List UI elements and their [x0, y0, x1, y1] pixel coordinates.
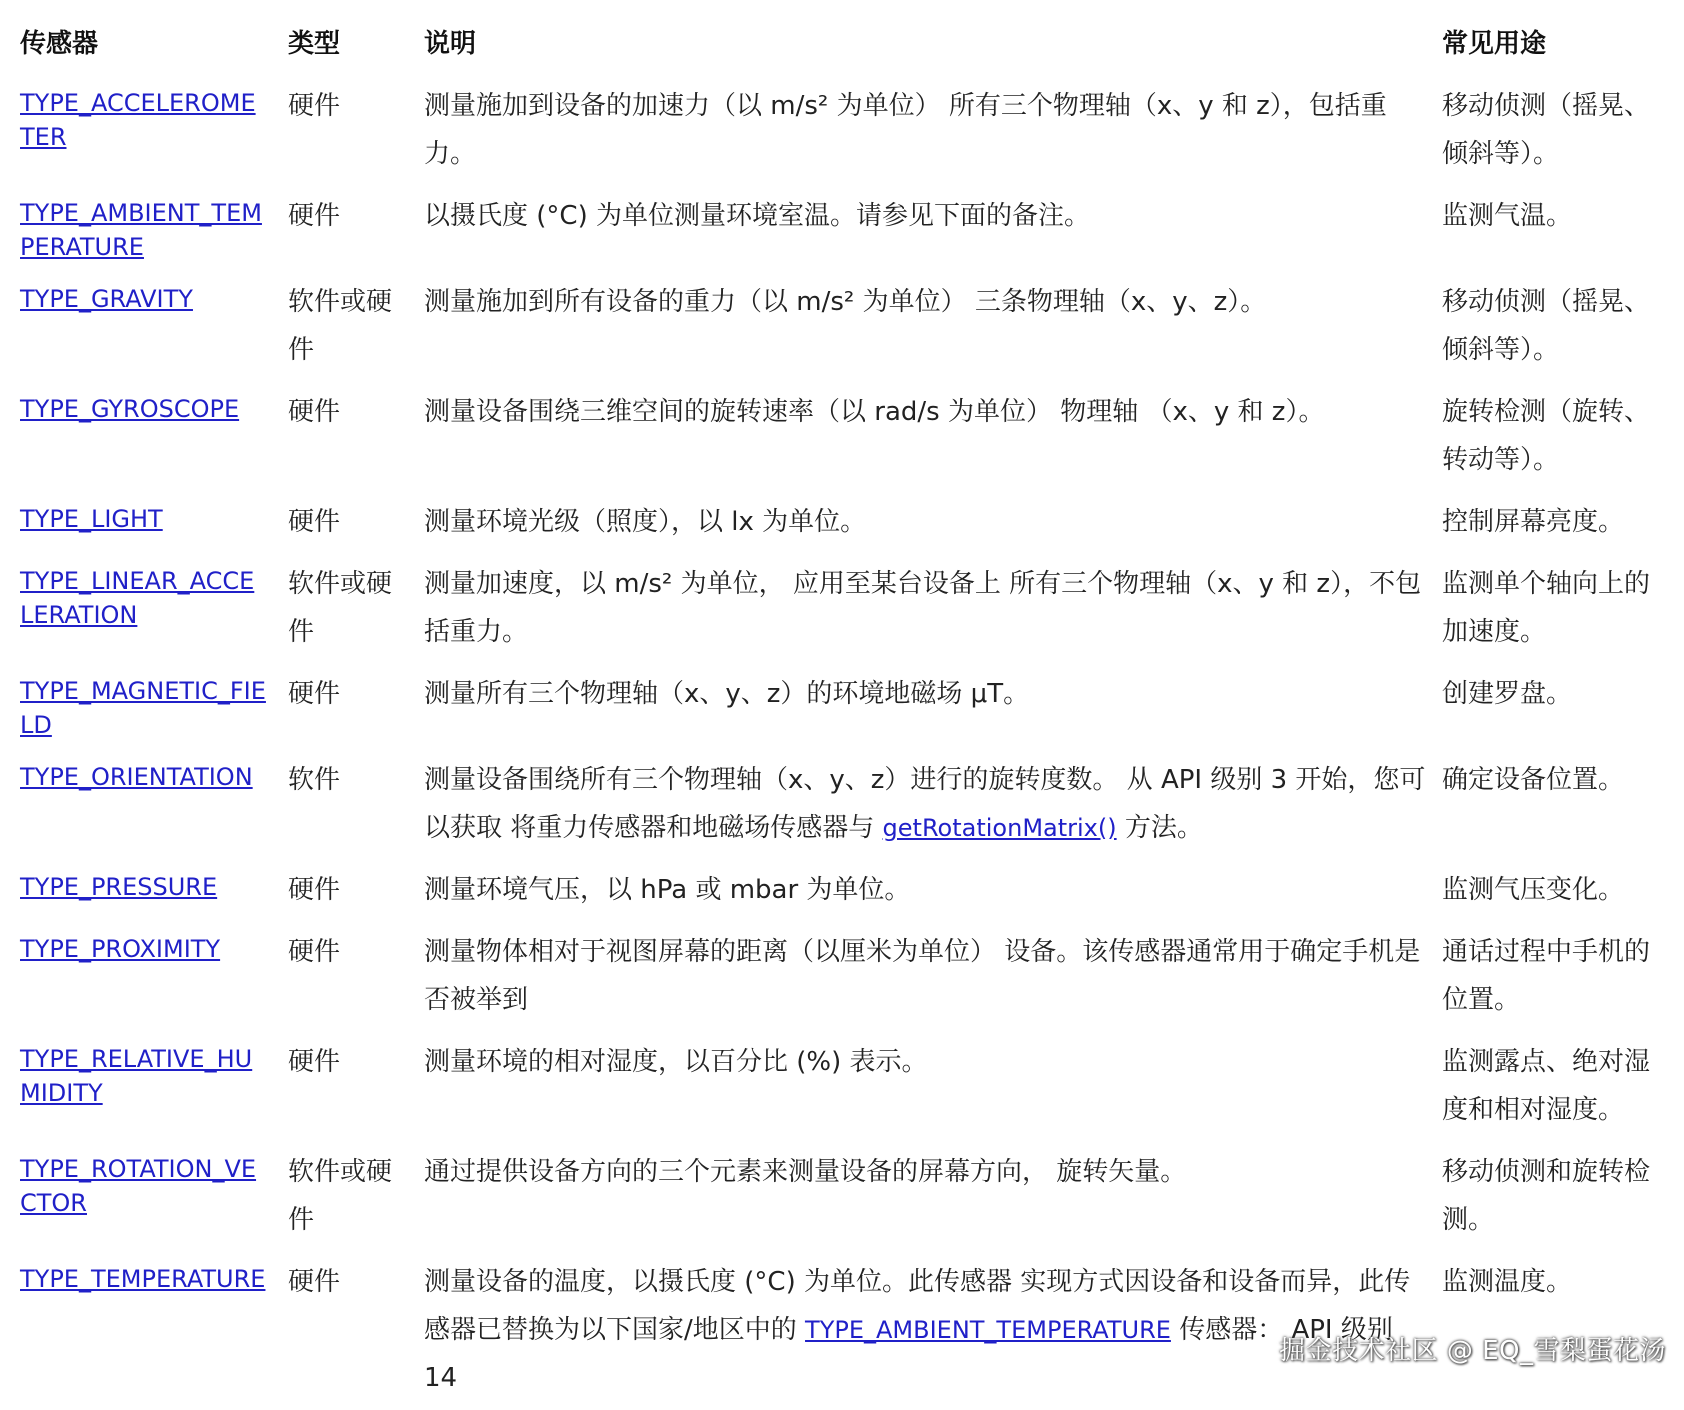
- sensor-link-magnetic-field[interactable]: TYPE_MAGNETIC_FIELD: [20, 677, 266, 739]
- sensor-use: 移动侦测（摇晃、倾斜等）。: [1442, 91, 1651, 169]
- sensor-use: 监测气压变化。: [1442, 875, 1625, 905]
- sensor-type: 硬件: [288, 507, 341, 537]
- sensor-link-ambient-temperature[interactable]: TYPE_AMBIENT_TEMPERATURE: [20, 199, 262, 261]
- sensor-description: 测量施加到设备的加速力（以 m/s² 为单位） 所有三个物理轴（x、y 和 z），包括重力。: [424, 91, 1387, 169]
- sensor-description: 以摄氏度 (°C) 为单位测量环境室温。请参见下面的备注。: [424, 201, 1090, 231]
- table-row: [20, 750, 1670, 860]
- sensor-type: 硬件: [288, 679, 341, 709]
- header-row: [20, 18, 1670, 76]
- table-row: [20, 186, 1670, 272]
- sensor-use: 通话过程中手机的位置。: [1442, 937, 1651, 1015]
- sensor-link-rotation-vector[interactable]: TYPE_ROTATION_VECTOR: [20, 1155, 257, 1217]
- description-text: 传感器： API 级别 14: [424, 1315, 1393, 1393]
- table-row: [20, 1142, 1670, 1252]
- header-type: 类型: [288, 29, 341, 59]
- sensor-description: 测量环境光级（照度），以 lx 为单位。: [424, 507, 867, 537]
- sensor-description: 测量环境气压，以 hPa 或 mbar 为单位。: [424, 875, 911, 905]
- ambient-temperature-link[interactable]: TYPE_AMBIENT_TEMPERATURE: [805, 1316, 1171, 1344]
- sensor-description: 测量加速度，以 m/s² 为单位， 应用至某台设备上 所有三个物理轴（x、y 和 z），不包括重力。: [424, 569, 1422, 647]
- sensor-use: 监测气温。: [1442, 201, 1573, 231]
- sensor-use: 监测单个轴向上的加速度。: [1442, 569, 1651, 647]
- sensor-type: 软件或硬件: [288, 569, 393, 647]
- table-header: [20, 18, 1670, 76]
- table-row: [20, 382, 1670, 492]
- sensor-use: 旋转检测（旋转、转动等）。: [1442, 397, 1651, 475]
- sensor-type: 硬件: [288, 91, 341, 121]
- sensor-use: 确定设备位置。: [1442, 765, 1625, 795]
- header-sensor: 传感器: [20, 29, 99, 59]
- sensor-description: 测量所有三个物理轴（x、y、z）的环境地磁场 μT。: [424, 679, 1030, 709]
- description-text: 方法。: [1116, 813, 1203, 843]
- table-row: [20, 922, 1670, 1032]
- sensor-link-linear-acceleration[interactable]: TYPE_LINEAR_ACCELERATION: [20, 567, 255, 629]
- table-body: [20, 76, 1670, 1410]
- sensor-type: 硬件: [288, 1047, 341, 1077]
- table-row: [20, 860, 1670, 922]
- sensor-type: 硬件: [288, 875, 341, 905]
- sensor-link-light[interactable]: TYPE_LIGHT: [20, 505, 163, 533]
- sensor-description: [424, 750, 1442, 860]
- sensor-description: 测量设备围绕三维空间的旋转速率（以 rad/s 为单位） 物理轴 （x、y 和 z）。: [424, 397, 1325, 427]
- description-text: 测量设备围绕所有三个物理轴（x、y、z）进行的旋转度数。 从 API 级别 3 开始，您可以获取 将重力传感器和地磁场传感器与: [424, 765, 1426, 843]
- sensor-link-pressure[interactable]: TYPE_PRESSURE: [20, 873, 218, 901]
- sensor-use: 监测露点、绝对湿度和相对湿度。: [1442, 1047, 1651, 1125]
- sensor-link-proximity[interactable]: TYPE_PROXIMITY: [20, 935, 221, 963]
- get-rotation-matrix-link[interactable]: getRotationMatrix(): [882, 814, 1117, 842]
- sensor-type: 软件或硬件: [288, 287, 393, 365]
- sensor-type: 软件: [288, 765, 341, 795]
- header-common-use: 常见用途: [1442, 29, 1547, 59]
- sensor-link-orientation[interactable]: TYPE_ORIENTATION: [20, 763, 253, 791]
- sensor-link-temperature[interactable]: TYPE_TEMPERATURE: [20, 1265, 266, 1293]
- sensor-type: 硬件: [288, 201, 341, 231]
- sensor-description: 通过提供设备方向的三个元素来测量设备的屏幕方向， 旋转矢量。: [424, 1157, 1187, 1187]
- table-row: [20, 272, 1670, 382]
- sensor-use: 创建罗盘。: [1442, 679, 1573, 709]
- sensor-use: 移动侦测和旋转检测。: [1442, 1157, 1651, 1235]
- sensor-type: 软件或硬件: [288, 1157, 393, 1235]
- sensor-description: 测量施加到所有设备的重力（以 m/s² 为单位） 三条物理轴（x、y、z）。: [424, 287, 1267, 317]
- sensor-link-relative-humidity[interactable]: TYPE_RELATIVE_HUMIDITY: [20, 1045, 253, 1107]
- table-row: [20, 554, 1670, 664]
- sensor-link-accelerometer[interactable]: TYPE_ACCELEROMETER: [20, 89, 256, 151]
- sensor-description: 测量物体相对于视图屏幕的距离（以厘米为单位） 设备。该传感器通常用于确定手机是否被举到: [424, 937, 1421, 1015]
- header-description: 说明: [424, 29, 477, 59]
- table-row: [20, 1032, 1670, 1142]
- sensor-use: 移动侦测（摇晃、倾斜等）。: [1442, 287, 1651, 365]
- sensor-link-gravity[interactable]: TYPE_GRAVITY: [20, 285, 193, 313]
- sensor-type: 硬件: [288, 1267, 341, 1297]
- sensor-description: 测量环境的相对湿度，以百分比 (%) 表示。: [424, 1047, 928, 1077]
- description-text: 测量设备的温度，以摄氏度 (°C) 为单位。此传感器 实现方式因设备和设备而异，此传感器已替换为以下国家/地区中的: [424, 1267, 1411, 1345]
- sensor-type: 硬件: [288, 937, 341, 967]
- table-row: [20, 664, 1670, 750]
- table-row: [20, 76, 1670, 186]
- watermark: 掘金技术社区 @ EQ_雪梨蛋花汤: [1279, 1336, 1666, 1366]
- sensor-use: 控制屏幕亮度。: [1442, 507, 1625, 537]
- sensor-use: 监测温度。: [1442, 1267, 1573, 1297]
- sensor-link-gyroscope[interactable]: TYPE_GYROSCOPE: [20, 395, 240, 423]
- sensor-type: 硬件: [288, 397, 341, 427]
- sensor-table: [20, 18, 1670, 1410]
- table-row: [20, 492, 1670, 554]
